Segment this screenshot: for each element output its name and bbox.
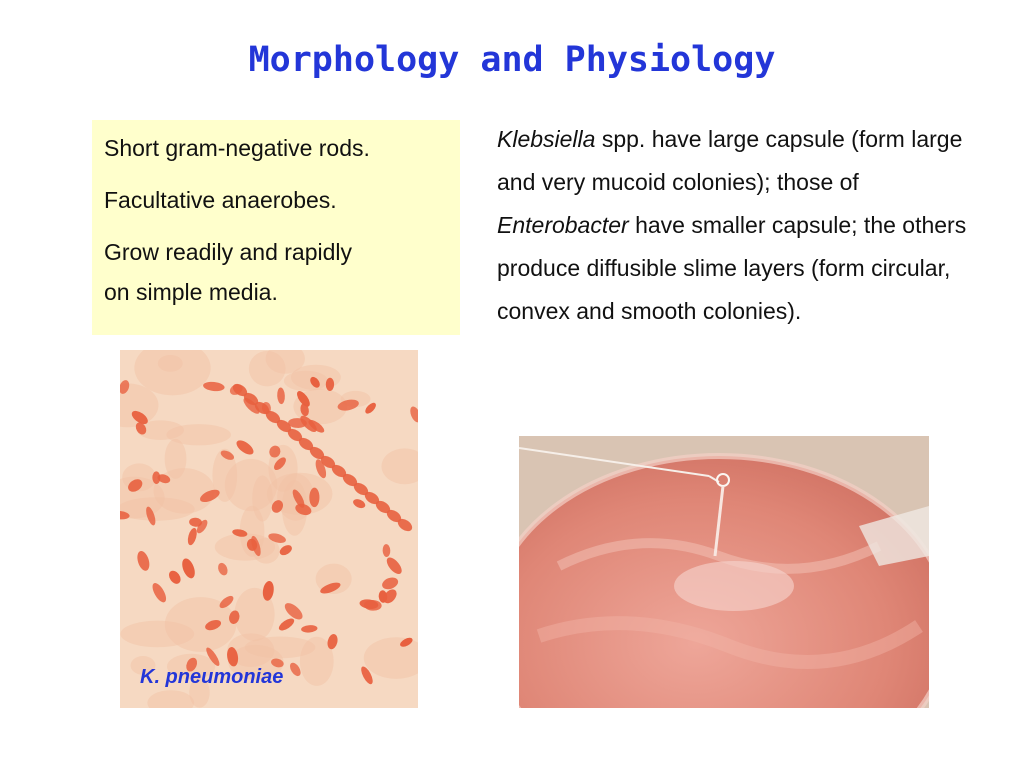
fact-gram-negative: Short gram-negative rods. (104, 135, 370, 161)
description-part2: have smaller capsule; the others produce diffusible slime layers (form circular, convex and smooth colonies). (497, 212, 967, 324)
fact-growth-line1: Grow readily and rapidly (104, 239, 353, 265)
capsule-description (497, 118, 977, 333)
culture-plate-drawing (519, 436, 929, 708)
culture-plate-image (519, 436, 929, 708)
micrograph-caption: K. pneumoniae (140, 666, 284, 688)
description-part1: spp. have large capsule (form large and very mucoid colonies); those of (497, 126, 963, 195)
key-facts-box (92, 120, 460, 335)
fact-anaerobes: Facultative anaerobes. (104, 187, 337, 213)
fact-growth (104, 232, 450, 312)
fact-growth-line2: on simple media. (104, 279, 278, 305)
slide-title: Morphology and Physiology (248, 40, 776, 80)
micrograph-cells (120, 350, 418, 708)
micrograph-image (120, 350, 418, 708)
genus-enterobacter: Enterobacter (497, 212, 629, 238)
genus-klebsiella: Klebsiella (497, 126, 596, 152)
